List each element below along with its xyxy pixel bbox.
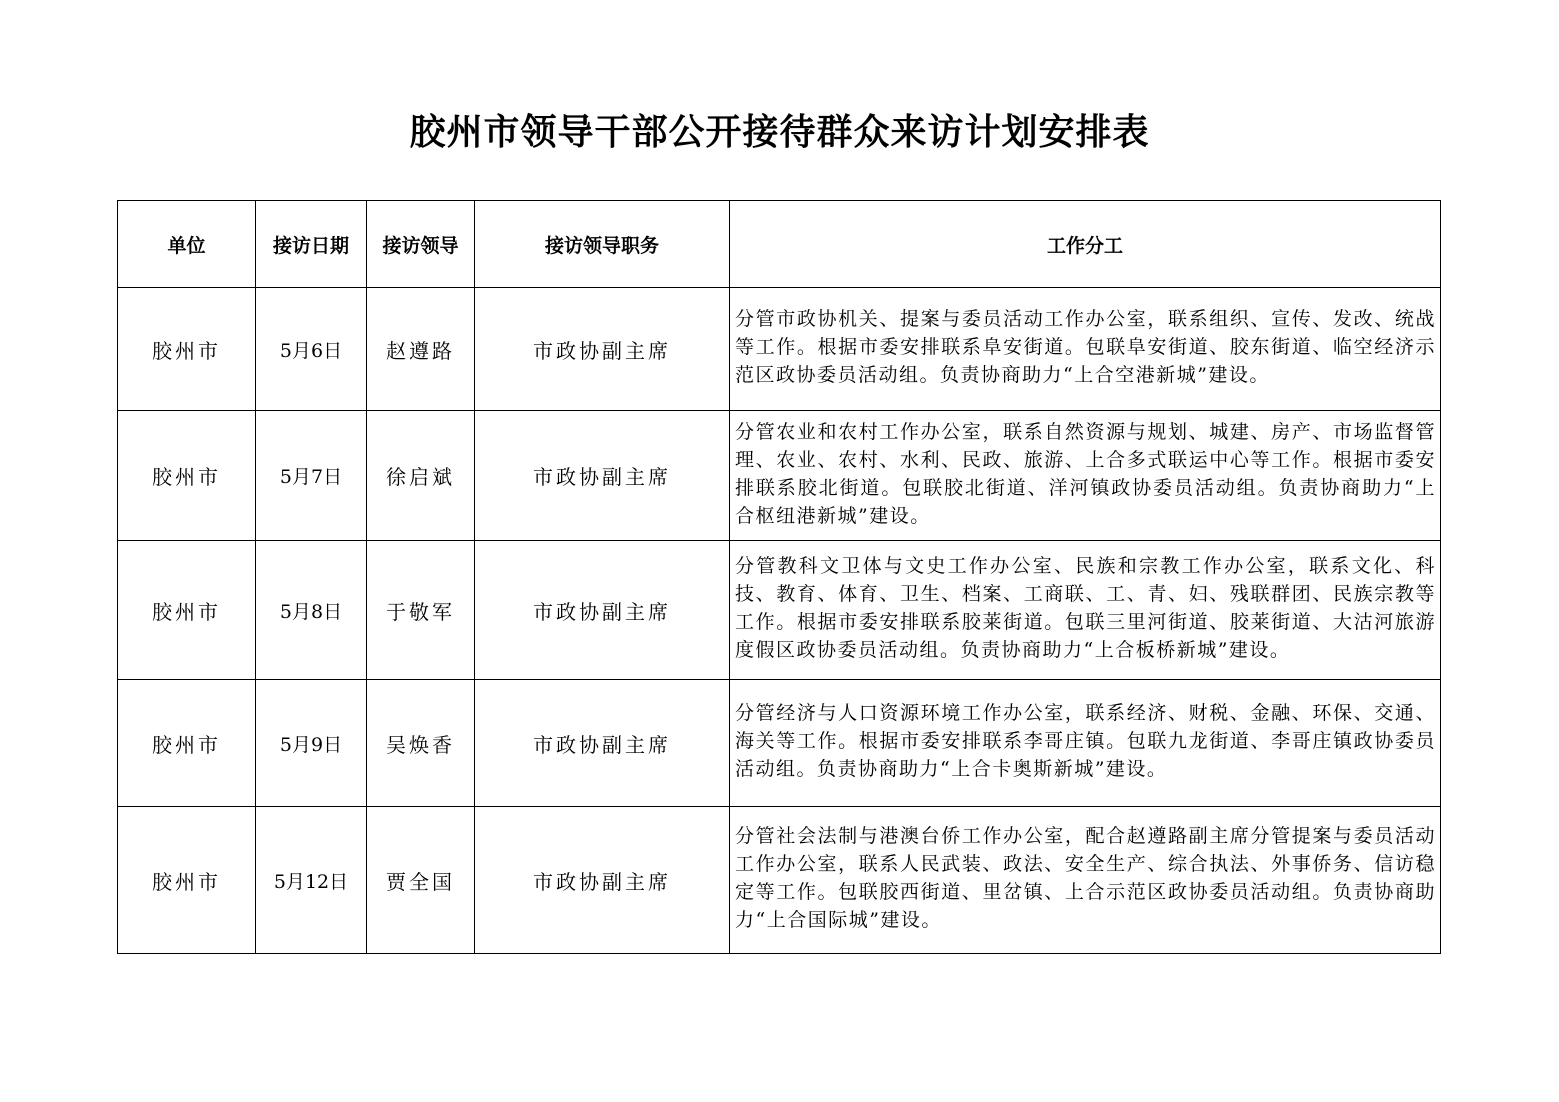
table-row <box>118 807 1441 954</box>
cell-leader: 赵遵路 <box>367 288 475 411</box>
header-date: 接访日期 <box>256 201 367 288</box>
cell-leader: 徐启斌 <box>367 411 475 541</box>
cell-title: 市政协副主席 <box>475 680 730 807</box>
cell-unit: 胶州市 <box>118 807 256 954</box>
cell-duty: 分管市政协机关、提案与委员活动工作办公室，联系组织、宣传、发改、统战等工作。根据市委安排联系阜安街道。包联阜安街道、胶东街道、临空经济示范区政协委员活动组。负责协商助力“上合空港新城”建设。 <box>730 288 1441 411</box>
header-title: 接访领导职务 <box>475 201 730 288</box>
cell-unit: 胶州市 <box>118 541 256 680</box>
header-unit: 单位 <box>118 201 256 288</box>
schedule-table <box>117 200 1441 954</box>
cell-duty: 分管农业和农村工作办公室，联系自然资源与规划、城建、房产、市场监督管理、农业、农村、水利、民政、旅游、上合多式联运中心等工作。根据市委安排联系胶北街道。包联胶北街道、洋河镇政协委员活动组。负责协商助力“上合枢纽港新城”建设。 <box>730 411 1441 541</box>
cell-unit: 胶州市 <box>118 411 256 541</box>
cell-title: 市政协副主席 <box>475 288 730 411</box>
cell-title: 市政协副主席 <box>475 411 730 541</box>
cell-unit: 胶州市 <box>118 288 256 411</box>
cell-title: 市政协副主席 <box>475 807 730 954</box>
cell-duty: 分管教科文卫体与文史工作办公室、民族和宗教工作办公室，联系文化、科技、教育、体育、卫生、档案、工商联、工、青、妇、残联群团、民族宗教等工作。根据市委安排联系胶莱街道。包联三里河街道、胶莱街道、大沽河旅游度假区政协委员活动组。负责协商助力“上合板桥新城”建设。 <box>730 541 1441 680</box>
cell-date: 5月9日 <box>256 680 367 807</box>
header-leader: 接访领导 <box>367 201 475 288</box>
cell-date: 5月12日 <box>256 807 367 954</box>
table-row <box>118 411 1441 541</box>
table-row <box>118 680 1441 807</box>
cell-date: 5月6日 <box>256 288 367 411</box>
cell-duty: 分管经济与人口资源环境工作办公室，联系经济、财税、金融、环保、交通、海关等工作。根据市委安排联系李哥庄镇。包联九龙街道、李哥庄镇政协委员活动组。负责协商助力“上合卡奥斯新城”建设。 <box>730 680 1441 807</box>
header-row <box>118 201 1441 288</box>
cell-duty: 分管社会法制与港澳台侨工作办公室，配合赵遵路副主席分管提案与委员活动工作办公室，联系人民武装、政法、安全生产、综合执法、外事侨务、信访稳定等工作。包联胶西街道、里岔镇、上合示范区政协委员活动组。负责协商助力“上合国际城”建设。 <box>730 807 1441 954</box>
table-row <box>118 541 1441 680</box>
header-duty: 工作分工 <box>730 201 1441 288</box>
cell-leader: 吴焕香 <box>367 680 475 807</box>
cell-date: 5月8日 <box>256 541 367 680</box>
cell-title: 市政协副主席 <box>475 541 730 680</box>
cell-unit: 胶州市 <box>118 680 256 807</box>
cell-leader: 于敬军 <box>367 541 475 680</box>
table-row <box>118 288 1441 411</box>
cell-date: 5月7日 <box>256 411 367 541</box>
cell-leader: 贾全国 <box>367 807 475 954</box>
document-title: 胶州市领导干部公开接待群众来访计划安排表 <box>409 111 1150 153</box>
